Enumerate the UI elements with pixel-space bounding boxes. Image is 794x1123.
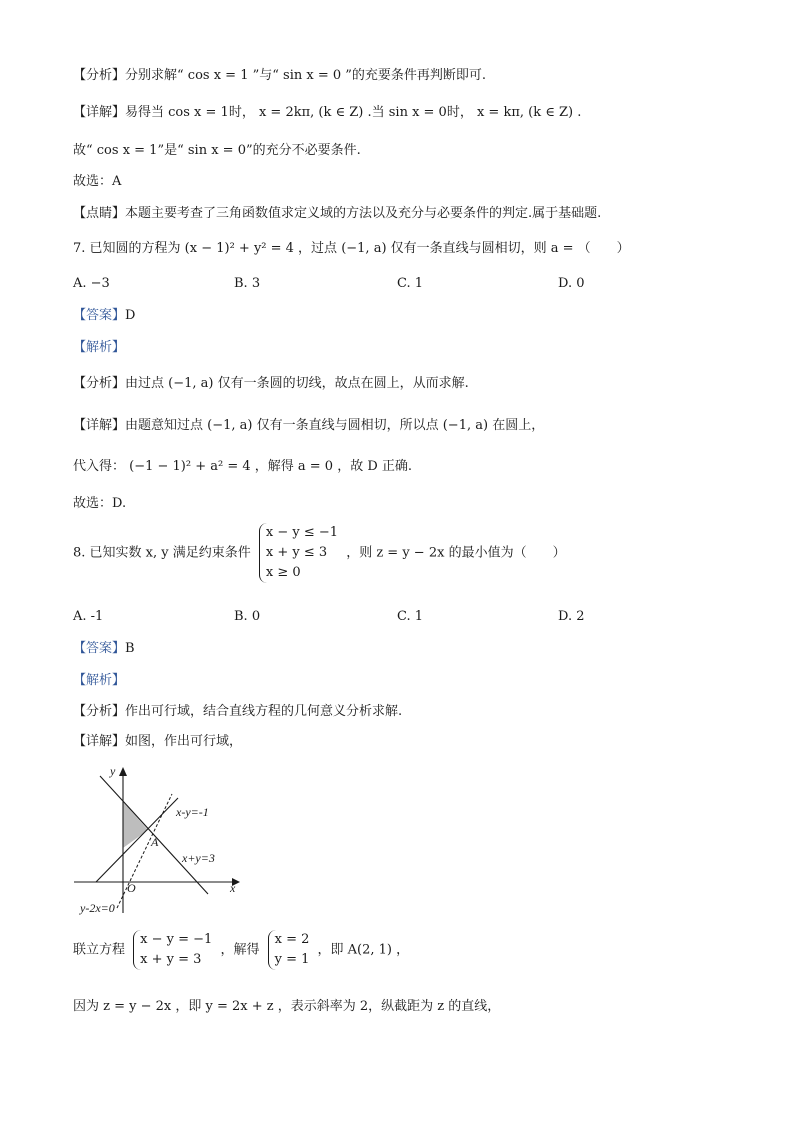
q7-fx-line <box>73 375 469 393</box>
analysis-tag: 【分析】 <box>73 68 126 83</box>
origin-label: O <box>127 881 136 895</box>
detail-text: 易得当 cos x = 1时， x = 2kπ, (k ∈ Z) .当 sin x = 0时， x = kπ, (k ∈ Z) . <box>125 105 582 120</box>
answer-tag: 【答案】 <box>73 641 126 656</box>
choice-line <box>73 173 121 191</box>
q8-fx-line <box>73 703 402 721</box>
detail-line-1 <box>73 104 581 122</box>
q7-pick-line <box>73 495 126 513</box>
comment-text: 本题主要考查了三角函数值求定义域的方法以及充分与必要条件的判定.属于基础题. <box>125 206 602 221</box>
conclusion-line <box>73 142 361 160</box>
line-x-minus-y <box>96 798 178 882</box>
q7-option-d: D. 0 <box>558 276 585 291</box>
comment-line <box>73 205 601 223</box>
xj-tag: 【详解】 <box>73 734 126 749</box>
q8-answer: B <box>125 641 135 656</box>
solution-y: y = 1 <box>274 952 310 967</box>
fx-tag: 【分析】 <box>73 704 126 719</box>
q8-answer-line <box>73 640 135 658</box>
solution-system <box>268 930 310 970</box>
y-axis-arrow <box>119 767 127 776</box>
final-text: 因为 z = y − 2x ，即 y = 2x + z ，表示斜率为 2，纵截距为 z 的直线， <box>73 999 501 1014</box>
q7-answer-line <box>73 307 135 325</box>
q8-option-c: C. 1 <box>397 609 424 624</box>
joint-eq-2: x + y = 3 <box>140 952 202 967</box>
feasible-region-graph <box>70 758 250 920</box>
q7-analysis-heading <box>73 339 125 357</box>
joint-prefix: 联立方程 <box>73 942 126 958</box>
constraint-1: x − y ≤ −1 <box>265 525 339 540</box>
q7-option-b: B. 3 <box>234 276 261 291</box>
fx-tag: 【分析】 <box>73 376 126 391</box>
final-line <box>73 998 500 1016</box>
answer-tag: 【答案】 <box>73 308 126 323</box>
constraint-2: x + y ≤ 3 <box>265 545 328 560</box>
constraint-system <box>259 523 338 583</box>
question-8-stem <box>73 523 566 583</box>
q7-substitute-line <box>73 458 412 476</box>
analysis-heading-tag: 【解析】 <box>73 673 126 688</box>
q8-analysis-heading <box>73 672 125 690</box>
q7-answer: D <box>125 308 136 323</box>
fx-text: 作出可行域，结合直线方程的几何意义分析求解. <box>125 704 403 719</box>
q8-option-d: D. 2 <box>558 609 585 624</box>
joint-equations-line <box>73 930 409 970</box>
xj-text: 如图，作出可行域， <box>125 734 243 749</box>
x-axis-label: x <box>230 881 236 895</box>
conclusion-text: 故“ cos x = 1”是“ sin x = 0”的充分不必要条件. <box>73 143 361 158</box>
constraint-3: x ≥ 0 <box>265 565 301 580</box>
question-7-text: 7. 已知圆的方程为 (x − 1)² + y² = 4 ，过点 (−1, a) 仅有一条直线与圆相切，则 a = （ ） <box>73 241 630 256</box>
detail-tag: 【详解】 <box>73 105 126 120</box>
solution-x: x = 2 <box>274 932 310 947</box>
q8-prefix: 8. 已知实数 x, y 满足约束条件 <box>73 545 251 561</box>
q8-option-b: B. 0 <box>234 609 261 624</box>
point-a-label: A <box>151 835 159 849</box>
line3-label: y-2x=0 <box>80 901 115 915</box>
q7-option-c: C. 1 <box>397 276 424 291</box>
question-7-stem <box>73 240 630 258</box>
joint-mid: ，解得 <box>220 942 260 958</box>
analysis-heading-tag: 【解析】 <box>73 340 126 355</box>
y-axis-label: y <box>110 764 116 778</box>
substitute-text: 代入得： (−1 − 1)² + a² = 4 ，解得 a = 0 ，故 D 正确. <box>73 459 413 474</box>
q7-xj-line <box>73 417 544 435</box>
line2-label: x+y=3 <box>182 851 215 865</box>
analysis-line-1 <box>73 67 486 85</box>
pick-text: 故选：D. <box>73 496 127 511</box>
joint-system <box>133 930 212 970</box>
q8-option-a: A. -1 <box>73 609 104 624</box>
line1-label: x-y=-1 <box>176 805 209 819</box>
fx-text: 由过点 (−1, a) 仅有一条圆的切线，故点在圆上，从而求解. <box>125 376 469 391</box>
q8-suffix: ，则 z = y − 2x 的最小值为（ ） <box>346 545 566 561</box>
comment-tag: 【点睛】 <box>73 206 126 221</box>
q8-xj-line <box>73 733 242 751</box>
xj-text: 由题意知过点 (−1, a) 仅有一条直线与圆相切，所以点 (−1, a) 在圆上， <box>125 418 545 433</box>
joint-suffix: ，即 A(2, 1) ， <box>317 942 410 958</box>
analysis-text: 分别求解“ cos x = 1 ”与“ sin x = 0 ”的充要条件再判断即可. <box>125 68 487 83</box>
q7-option-a: A. −3 <box>73 276 110 291</box>
xj-tag: 【详解】 <box>73 418 126 433</box>
joint-eq-1: x − y = −1 <box>140 932 213 947</box>
choice-text: 故选：A <box>73 174 122 189</box>
